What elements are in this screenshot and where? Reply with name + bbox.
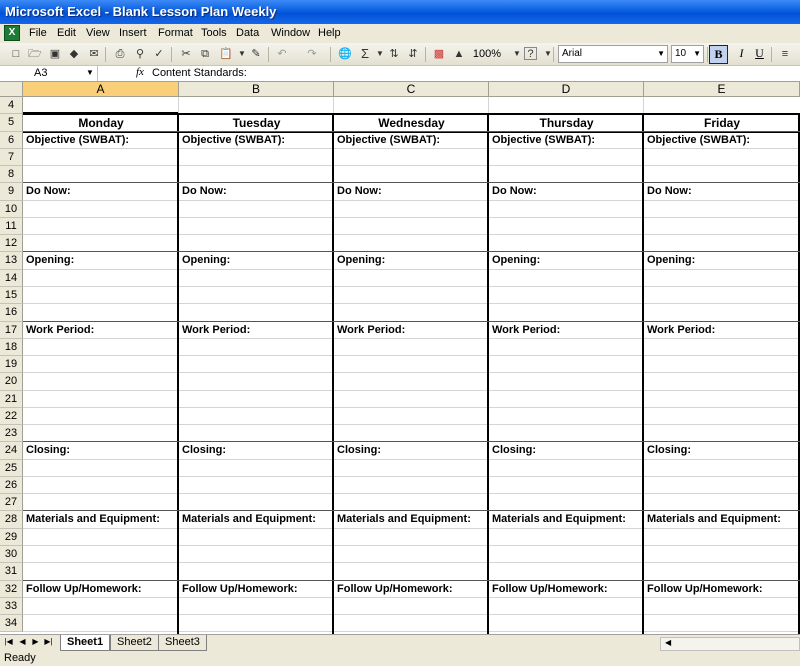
redo-icon[interactable]: ↷ bbox=[307, 48, 317, 60]
next-sheet-icon[interactable]: ▶ bbox=[32, 637, 39, 646]
paste-dropdown-icon[interactable]: ▼ bbox=[238, 49, 246, 58]
column-border bbox=[487, 114, 489, 634]
section-label[interactable]: Objective (SWBAT): bbox=[492, 133, 596, 146]
italic-button[interactable]: I bbox=[739, 46, 744, 60]
spreadsheet-grid[interactable] bbox=[0, 82, 800, 634]
section-label[interactable]: Work Period: bbox=[182, 323, 251, 336]
open-folder-icon[interactable]: 🗁 bbox=[28, 48, 42, 60]
font-dropdown-icon: ▼ bbox=[657, 49, 665, 58]
section-label[interactable]: Closing: bbox=[182, 444, 226, 457]
select-all-corner[interactable] bbox=[0, 82, 23, 97]
row-header-17[interactable]: 17 bbox=[0, 322, 23, 339]
row-gridline bbox=[23, 459, 800, 460]
row-header-14[interactable]: 14 bbox=[0, 270, 23, 287]
chart-wizard-icon[interactable]: ▩ bbox=[433, 48, 445, 60]
help-dropdown-icon[interactable]: ▼ bbox=[544, 49, 552, 58]
row-header-22[interactable]: 22 bbox=[0, 408, 23, 425]
permission-icon[interactable]: ◆ bbox=[69, 48, 79, 60]
column-header-a[interactable]: A bbox=[23, 82, 179, 97]
sort-descending-icon[interactable]: ⇵ bbox=[408, 48, 418, 60]
row-header-8[interactable]: 8 bbox=[0, 166, 23, 183]
row-header-13[interactable]: 13 bbox=[0, 252, 23, 269]
row-header-6[interactable]: 6 bbox=[0, 132, 23, 149]
row-header-31[interactable]: 31 bbox=[0, 563, 23, 580]
window-title: Microsoft Excel - Blank Lesson Plan Weekly bbox=[5, 4, 277, 19]
column-border bbox=[642, 114, 644, 634]
section-label[interactable]: Do Now: bbox=[337, 185, 382, 198]
row-gridline bbox=[23, 631, 800, 632]
table-border bbox=[23, 113, 800, 115]
section-divider bbox=[23, 441, 800, 442]
selected-cell-a3 bbox=[23, 97, 179, 114]
menu-window[interactable]: Window bbox=[271, 27, 311, 39]
name-box[interactable]: A3 ▼ bbox=[0, 66, 98, 81]
menu-tools[interactable]: Tools bbox=[201, 27, 227, 39]
day-header-monday[interactable]: Monday bbox=[78, 116, 124, 131]
row-header-33[interactable]: 33 bbox=[0, 598, 23, 615]
last-sheet-icon[interactable]: ▶| bbox=[44, 637, 53, 646]
paste-icon[interactable]: 📋 bbox=[219, 48, 233, 60]
drawing-icon[interactable]: ▲ bbox=[453, 48, 465, 60]
row-gridline bbox=[23, 269, 800, 270]
copy-icon[interactable]: ⧉ bbox=[201, 48, 209, 60]
row-gridline bbox=[23, 597, 800, 598]
row-gridline bbox=[23, 390, 800, 391]
section-label[interactable]: Work Period: bbox=[26, 323, 95, 336]
row-gridline bbox=[23, 407, 800, 408]
row-header-5[interactable]: 5 bbox=[0, 114, 23, 131]
row-header-19[interactable]: 19 bbox=[0, 356, 23, 373]
day-header-wednesday[interactable]: Wednesday bbox=[378, 116, 445, 131]
format-painter-icon[interactable]: ✎ bbox=[251, 48, 261, 60]
email-icon[interactable]: ✉ bbox=[89, 48, 99, 60]
bold-button[interactable]: B bbox=[709, 45, 728, 64]
row-header-28[interactable]: 28 bbox=[0, 511, 23, 528]
autosum-dropdown-icon[interactable]: ▼ bbox=[376, 49, 384, 58]
print-icon[interactable]: ⎙ bbox=[115, 48, 125, 60]
section-label[interactable]: Closing: bbox=[26, 444, 70, 457]
autosum-icon[interactable]: Σ bbox=[360, 46, 370, 61]
first-sheet-icon[interactable]: |◀ bbox=[4, 637, 13, 646]
row-header-23[interactable]: 23 bbox=[0, 425, 23, 442]
menu-file[interactable]: File bbox=[29, 27, 47, 39]
column-header-d[interactable]: D bbox=[489, 82, 644, 97]
section-label[interactable]: Materials and Equipment: bbox=[337, 513, 471, 526]
row-header-24[interactable]: 24 bbox=[0, 442, 23, 459]
section-label[interactable]: Follow Up/Homework: bbox=[492, 582, 608, 595]
row-gridline bbox=[23, 217, 800, 218]
row-header-25[interactable]: 25 bbox=[0, 460, 23, 477]
row-gridline bbox=[23, 338, 800, 339]
day-header-friday[interactable]: Friday bbox=[703, 116, 740, 131]
section-label[interactable]: Closing: bbox=[647, 444, 691, 457]
menu-data[interactable]: Data bbox=[236, 27, 260, 39]
fx-icon[interactable]: fx bbox=[136, 66, 144, 78]
section-label[interactable]: Do Now: bbox=[492, 185, 537, 198]
sheet-tab-sheet1[interactable]: Sheet1 bbox=[60, 635, 110, 651]
row-header-15[interactable]: 15 bbox=[0, 287, 23, 304]
row-header-30[interactable]: 30 bbox=[0, 546, 23, 563]
section-divider bbox=[23, 580, 800, 581]
menu-help[interactable]: Help bbox=[318, 27, 341, 39]
sort-ascending-icon[interactable]: ⇅ bbox=[389, 48, 399, 60]
menu-bar bbox=[0, 24, 800, 43]
spelling-icon[interactable]: ✓ bbox=[154, 48, 164, 60]
status-bar bbox=[0, 651, 800, 666]
row-header-21[interactable]: 21 bbox=[0, 391, 23, 408]
row-header-11[interactable]: 11 bbox=[0, 218, 23, 235]
section-label[interactable]: Do Now: bbox=[26, 185, 71, 198]
column-border bbox=[177, 114, 179, 634]
row-gridline bbox=[23, 476, 800, 477]
row-gridline bbox=[23, 200, 800, 201]
day-header-thursday[interactable]: Thursday bbox=[539, 116, 594, 131]
section-label[interactable]: Objective (SWBAT): bbox=[26, 133, 130, 146]
row-gridline bbox=[23, 528, 800, 529]
row-header-26[interactable]: 26 bbox=[0, 477, 23, 494]
underline-button[interactable]: U bbox=[755, 46, 764, 60]
undo-icon[interactable]: ↶ bbox=[277, 48, 287, 60]
column-header-c[interactable]: C bbox=[334, 82, 489, 97]
row-header-12[interactable]: 12 bbox=[0, 235, 23, 252]
section-divider bbox=[23, 251, 800, 252]
toolbar bbox=[0, 43, 800, 66]
row-gridline bbox=[23, 372, 800, 373]
row-header-20[interactable]: 20 bbox=[0, 373, 23, 390]
menu-view[interactable]: View bbox=[86, 27, 110, 39]
sheet-tab-bar bbox=[0, 634, 800, 651]
status-text: Ready bbox=[4, 652, 36, 664]
row-gridline bbox=[23, 148, 800, 149]
section-label[interactable]: Work Period: bbox=[647, 323, 716, 336]
new-icon[interactable]: □ bbox=[12, 48, 20, 60]
help-icon[interactable]: ? bbox=[524, 47, 537, 60]
section-label[interactable]: Opening: bbox=[492, 254, 541, 267]
section-label[interactable]: Materials and Equipment: bbox=[492, 513, 626, 526]
section-label[interactable]: Opening: bbox=[647, 254, 696, 267]
horizontal-scrollbar[interactable] bbox=[660, 637, 800, 651]
row-header-10[interactable]: 10 bbox=[0, 201, 23, 218]
formula-input[interactable]: Content Standards: bbox=[152, 67, 247, 79]
cut-icon[interactable]: ✂ bbox=[181, 48, 191, 60]
column-header-e[interactable]: E bbox=[644, 82, 800, 97]
row-gridline bbox=[23, 355, 800, 356]
row-header-9[interactable]: 9 bbox=[0, 183, 23, 200]
row-header-18[interactable]: 18 bbox=[0, 339, 23, 356]
row-header-27[interactable]: 27 bbox=[0, 494, 23, 511]
row-header-16[interactable]: 16 bbox=[0, 304, 23, 321]
zoom-dropdown-icon[interactable]: ▼ bbox=[513, 49, 521, 58]
section-label[interactable]: Closing: bbox=[337, 444, 381, 457]
print-preview-icon[interactable]: ⚲ bbox=[135, 48, 145, 60]
name-box-dropdown-icon[interactable]: ▼ bbox=[86, 68, 94, 77]
row-gridline bbox=[23, 234, 800, 235]
row-gridline bbox=[23, 545, 800, 546]
font-size-dropdown-icon: ▼ bbox=[693, 49, 701, 58]
excel-app-icon[interactable]: X bbox=[4, 25, 20, 41]
title-bar bbox=[0, 0, 800, 24]
save-icon[interactable]: ▣ bbox=[49, 48, 61, 60]
section-divider bbox=[23, 182, 800, 183]
column-header-b[interactable]: B bbox=[179, 82, 334, 97]
row-gridline bbox=[23, 562, 800, 563]
row-gridline bbox=[23, 424, 800, 425]
section-label[interactable]: Follow Up/Homework: bbox=[337, 582, 453, 595]
row-gridline bbox=[23, 286, 800, 287]
section-label[interactable]: Materials and Equipment: bbox=[182, 513, 316, 526]
section-divider bbox=[23, 321, 800, 322]
section-label[interactable]: Do Now: bbox=[647, 185, 692, 198]
row-header-4[interactable]: 4 bbox=[0, 97, 23, 114]
section-label[interactable]: Closing: bbox=[492, 444, 536, 457]
row-header-32[interactable]: 32 bbox=[0, 581, 23, 598]
section-label[interactable]: Opening: bbox=[337, 254, 386, 267]
sheet-tab-sheet3[interactable]: Sheet3 bbox=[158, 635, 207, 651]
zoom-value[interactable]: 100% bbox=[472, 48, 502, 60]
section-label[interactable]: Follow Up/Homework: bbox=[647, 582, 763, 595]
day-header-tuesday[interactable]: Tuesday bbox=[232, 116, 281, 131]
section-divider bbox=[23, 131, 800, 132]
section-label[interactable]: Materials and Equipment: bbox=[26, 513, 160, 526]
row-gridline bbox=[23, 165, 800, 166]
section-label[interactable]: Work Period: bbox=[492, 323, 561, 336]
sheet-tab-sheet2[interactable]: Sheet2 bbox=[110, 635, 159, 651]
menu-format[interactable]: Format bbox=[158, 27, 193, 39]
section-label[interactable]: Work Period: bbox=[337, 323, 406, 336]
section-label[interactable]: Objective (SWBAT): bbox=[337, 133, 441, 146]
section-label[interactable]: Follow Up/Homework: bbox=[182, 582, 298, 595]
row-header-7[interactable]: 7 bbox=[0, 149, 23, 166]
scroll-left-icon[interactable]: ◀ bbox=[665, 638, 672, 647]
hyperlink-icon[interactable]: 🌐 bbox=[338, 48, 352, 60]
column-border bbox=[332, 114, 334, 634]
section-label[interactable]: Objective (SWBAT): bbox=[182, 133, 286, 146]
row-header-29[interactable]: 29 bbox=[0, 529, 23, 546]
section-label[interactable]: Opening: bbox=[182, 254, 231, 267]
prev-sheet-icon[interactable]: ◀ bbox=[19, 637, 26, 646]
section-divider bbox=[23, 510, 800, 511]
menu-edit[interactable]: Edit bbox=[57, 27, 76, 39]
menu-insert[interactable]: Insert bbox=[119, 27, 147, 39]
section-label[interactable]: Materials and Equipment: bbox=[647, 513, 781, 526]
row-header-34[interactable]: 34 bbox=[0, 615, 23, 632]
row-gridline bbox=[23, 493, 800, 494]
formula-bar bbox=[0, 66, 800, 82]
align-left-icon[interactable]: ≡ bbox=[781, 48, 789, 60]
section-label[interactable]: Objective (SWBAT): bbox=[647, 133, 751, 146]
row-gridline bbox=[23, 303, 800, 304]
section-label[interactable]: Do Now: bbox=[182, 185, 227, 198]
section-label[interactable]: Follow Up/Homework: bbox=[26, 582, 142, 595]
row-gridline bbox=[23, 614, 800, 615]
font-size-select[interactable]: 10 ▼ bbox=[671, 45, 704, 63]
section-label[interactable]: Opening: bbox=[26, 254, 75, 267]
font-name-select[interactable]: Arial ▼ bbox=[558, 45, 668, 63]
